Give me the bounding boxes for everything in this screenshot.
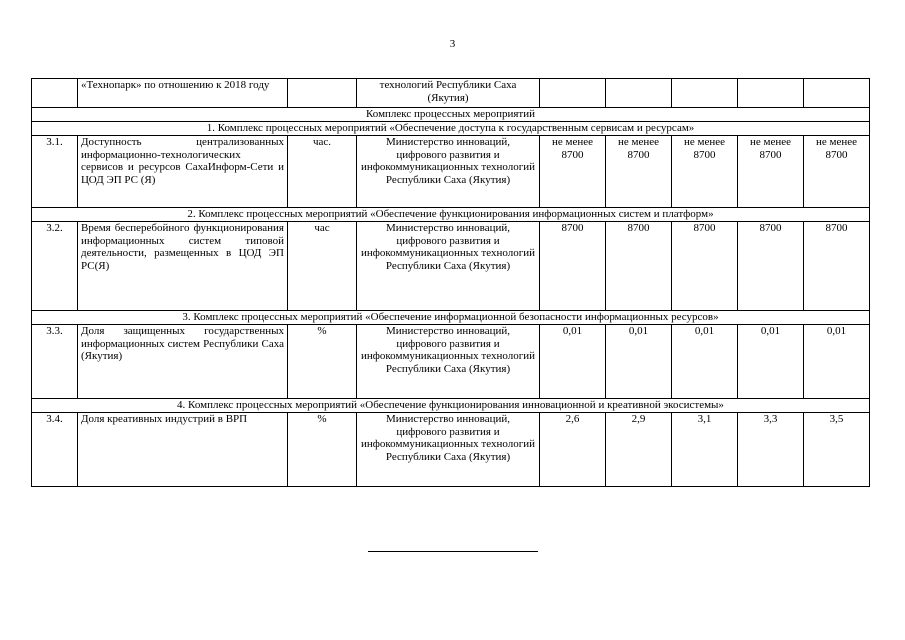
value-cell: 8700 (804, 222, 870, 311)
complex-header: Комплекс процессных мероприятий (32, 108, 870, 122)
value-cell: 8700 (738, 222, 804, 311)
organization-cell: Министерство инноваций, цифрового развития и инфокоммуникационных технологий Республики Саха (Якутия) (357, 413, 540, 487)
value-cell: 0,01 (804, 325, 870, 399)
table-row (32, 222, 870, 311)
section-title-row (32, 122, 870, 136)
indicator-cell: Доля креативных индустрий в ВРП (78, 413, 288, 487)
row-number-cell (32, 79, 78, 108)
unit-cell: час (288, 222, 357, 311)
row-number-cell: 3.4. (32, 413, 78, 487)
indicator-cell: «Технопарк» по отношению к 2018 году (78, 79, 288, 108)
section-title: 3. Комплекс процессных мероприятий «Обеспечение информационной безопасности информационных ресурсов» (32, 311, 870, 325)
organization-cell: Министерство инноваций, цифрового развития и инфокоммуникационных технологий Республики Саха (Якутия) (357, 136, 540, 208)
value-cell: 2,9 (606, 413, 672, 487)
indicator-cell: Время бесперебойного функционирования информационных систем типовой деятельности, размещенных в ЦОД ЭП РС(Я) (78, 222, 288, 311)
section-title-row (32, 399, 870, 413)
value-cell: 3,3 (738, 413, 804, 487)
value-cell: не менее 8700 (540, 136, 606, 208)
section-title: 4. Комплекс процессных мероприятий «Обеспечение функционирования инновационной и креативной экосистемы» (32, 399, 870, 413)
table-row (32, 79, 870, 108)
unit-cell: час. (288, 136, 357, 208)
indicator-cell: Доступность централизованных информационно-технологических сервисов и ресурсов СахаИнформ-Сети и ЦОД ЭП РС (Я) (78, 136, 288, 208)
table-row (32, 325, 870, 399)
value-cell: не менее 8700 (672, 136, 738, 208)
row-number-cell: 3.2. (32, 222, 78, 311)
section-title: 2. Комплекс процессных мероприятий «Обеспечение функционирования информационных систем и платформ» (32, 208, 870, 222)
organization-cell: Министерство инноваций, цифрового развития и инфокоммуникационных технологий Республики Саха (Якутия) (357, 222, 540, 311)
unit-cell: % (288, 325, 357, 399)
unit-cell (288, 79, 357, 108)
value-cell (672, 79, 738, 108)
indicators-table (31, 78, 870, 487)
page-number: 3 (449, 38, 456, 50)
value-cell: 0,01 (606, 325, 672, 399)
table-row (32, 413, 870, 487)
value-cell (804, 79, 870, 108)
row-number-cell: 3.3. (32, 325, 78, 399)
value-cell: не менее 8700 (804, 136, 870, 208)
value-cell (738, 79, 804, 108)
value-cell: не менее 8700 (606, 136, 672, 208)
value-cell: 8700 (540, 222, 606, 311)
value-cell (540, 79, 606, 108)
indicator-cell: Доля защищенных государственных информационных систем Республики Саха (Якутия) (78, 325, 288, 399)
section-title-row (32, 208, 870, 222)
organization-cell: технологий Республики Саха (Якутия) (357, 79, 540, 108)
table-row (32, 136, 870, 208)
value-cell: 0,01 (738, 325, 804, 399)
section-title-row (32, 311, 870, 325)
value-cell: 3,1 (672, 413, 738, 487)
value-cell: 8700 (672, 222, 738, 311)
row-number-cell: 3.1. (32, 136, 78, 208)
unit-cell: % (288, 413, 357, 487)
value-cell: 3,5 (804, 413, 870, 487)
footnote-separator (368, 551, 538, 552)
value-cell: 8700 (606, 222, 672, 311)
organization-cell: Министерство инноваций, цифрового развития и инфокоммуникационных технологий Республики Саха (Якутия) (357, 325, 540, 399)
value-cell: 2,6 (540, 413, 606, 487)
value-cell: не менее 8700 (738, 136, 804, 208)
complex-header-row (32, 108, 870, 122)
value-cell: 0,01 (672, 325, 738, 399)
section-title: 1. Комплекс процессных мероприятий «Обеспечение доступа к государственным сервисам и ресурсам» (32, 122, 870, 136)
value-cell (606, 79, 672, 108)
value-cell: 0,01 (540, 325, 606, 399)
